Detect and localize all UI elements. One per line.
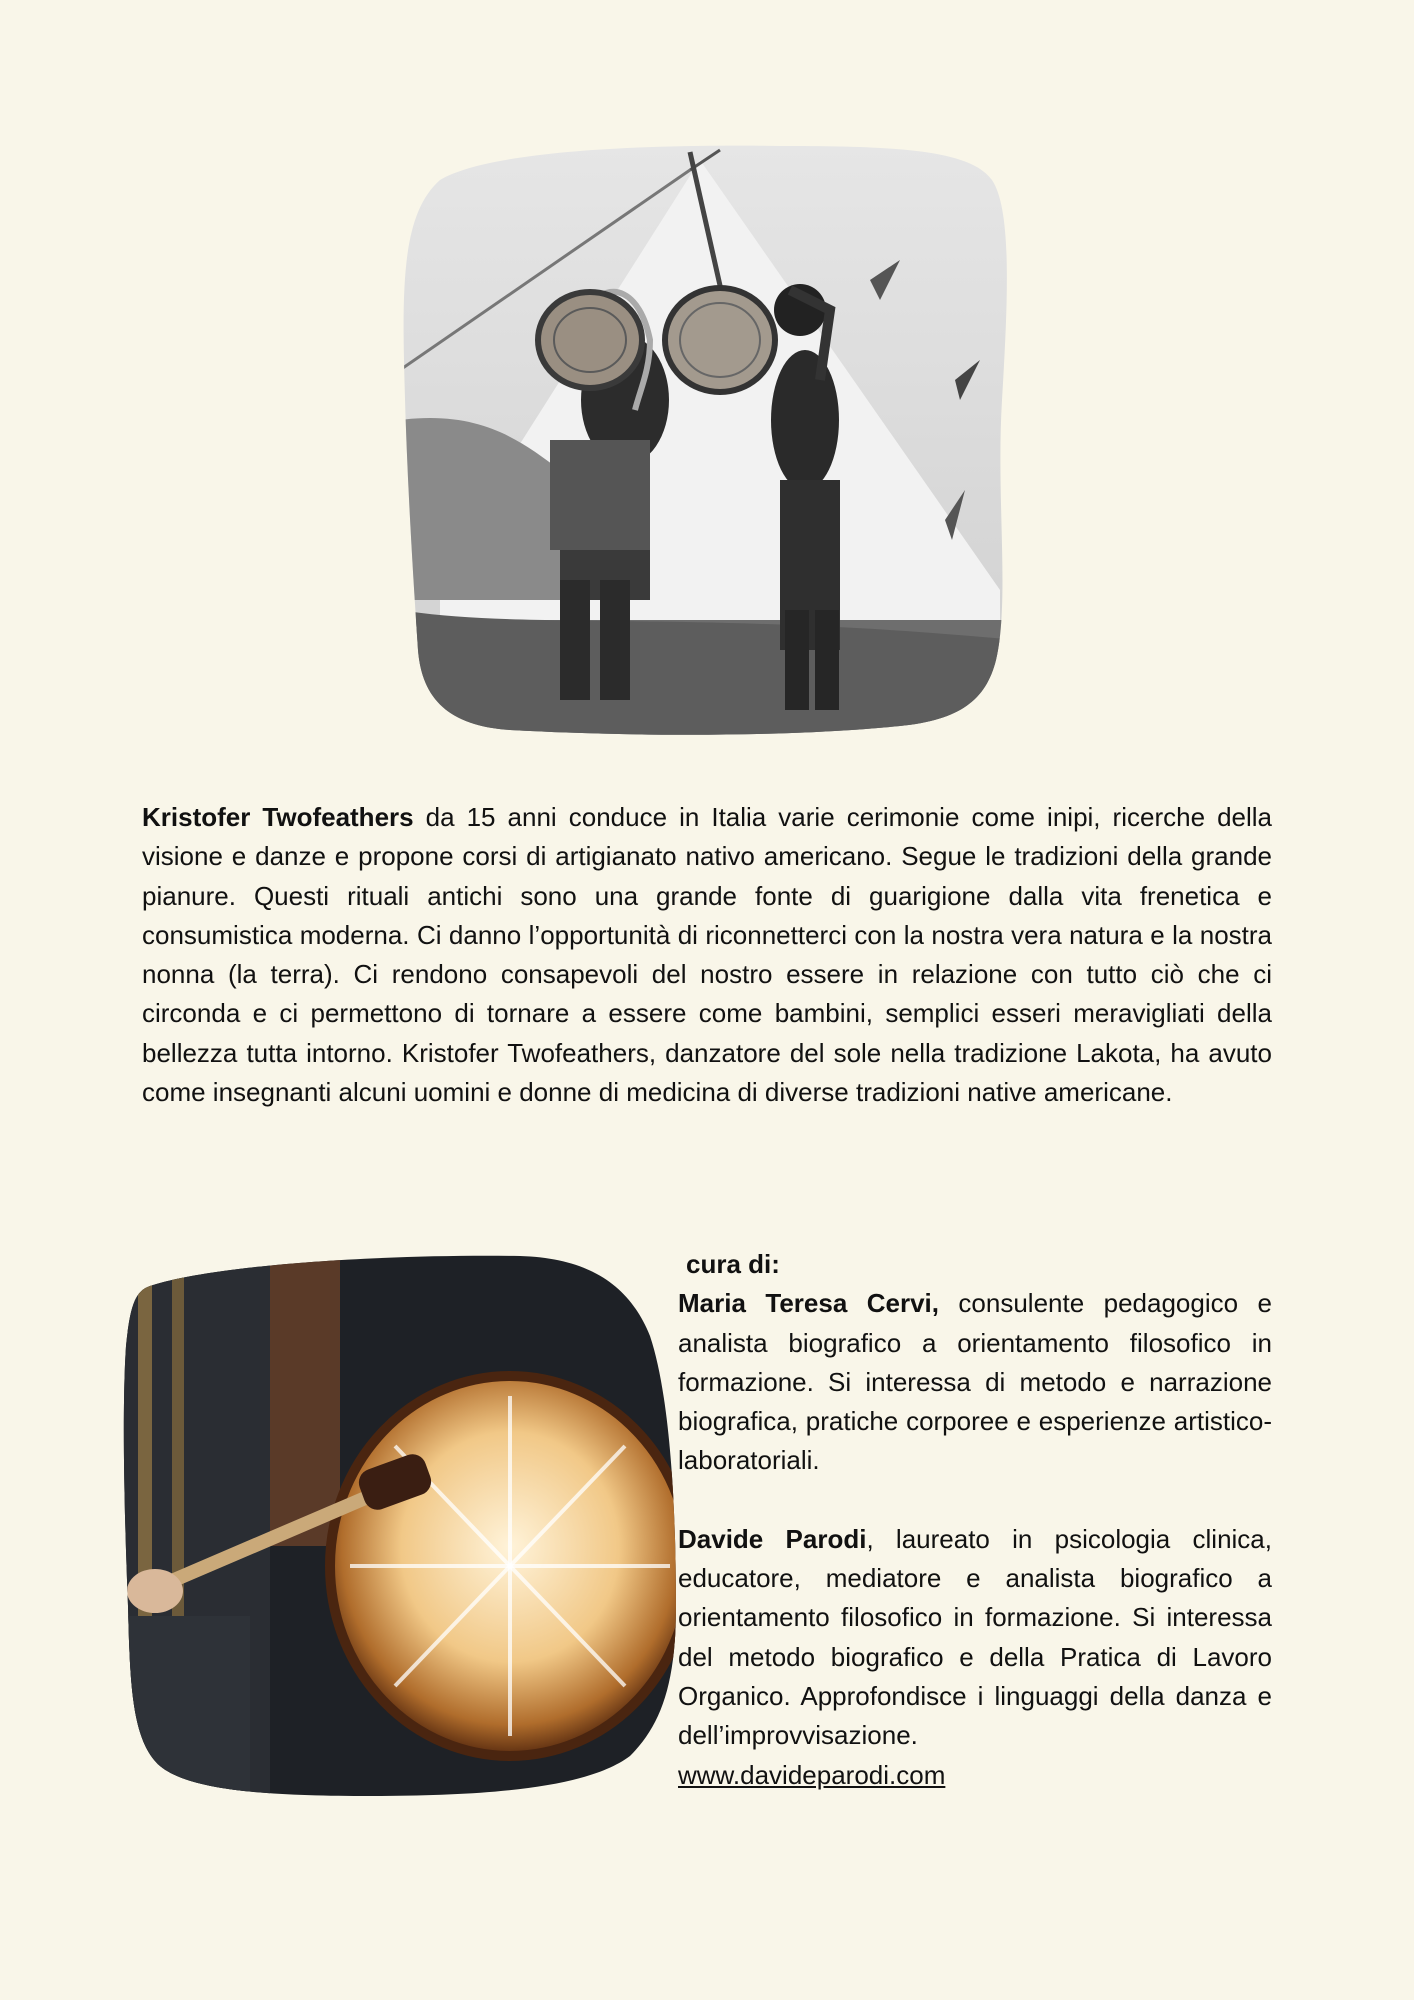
credit-description: consulente pedagogico e analista biografico a orientamento filosofico in formazione. Si interessa di metodo e narrazione biografica, pratiche corporee e esperienze artistico-laboratoriali. (678, 1288, 1272, 1476)
website-link[interactable]: www.davideparodi.com (678, 1759, 946, 1790)
photo-drum (120, 1246, 680, 1798)
credits-heading: cura di: (686, 1249, 780, 1279)
intro-text: da 15 anni conduce in Italia varie cerimonie come inipi, ricerche della visione e danze e propone corsi di artigianato nativo americano. Segue le tradizioni della grande pianure. Questi rituali antichi sono una grande fonte di guarigione dalla vita frenetica e consumistica moderna. Ci danno l’opportunità di riconnetterci con la nostra vera natura e la nostra nonna (la terra). Ci rendono consapevoli del nostro essere in relazione con tutto ciò che ci circonda e ci permettono di tornare a essere come bambini, semplici esseri meravigliati della bellezza tutta intorno. Kristofer Twofeathers, danzatore del sole nella tradizione Lakota, ha avuto come insegnanti alcuni uomini e donne di medicina di diverse tradizioni native americane. (142, 802, 1273, 1108)
intro-name: Kristofer Twofeathers (142, 802, 414, 832)
intro-paragraph (142, 798, 1272, 1112)
credit-davide-parodi (678, 1520, 1272, 1756)
photo-drummers (400, 140, 1016, 740)
credit-name: Maria Teresa Cervi, (678, 1288, 939, 1319)
credit-description: , laureato in psicologia clinica, educatore, mediatore e analista biografico a orientamento filosofico in formazione. Si interessa del metodo biografico e della Pratica di Lavoro Organico. Approfondisce i linguaggi della danza e dell’improvvisazione. (678, 1523, 1272, 1751)
spacer (678, 1481, 1272, 1520)
credits-section (678, 1245, 1272, 1795)
credit-name: Davide Parodi (678, 1523, 867, 1554)
credit-maria-teresa-cervi (678, 1284, 1272, 1480)
